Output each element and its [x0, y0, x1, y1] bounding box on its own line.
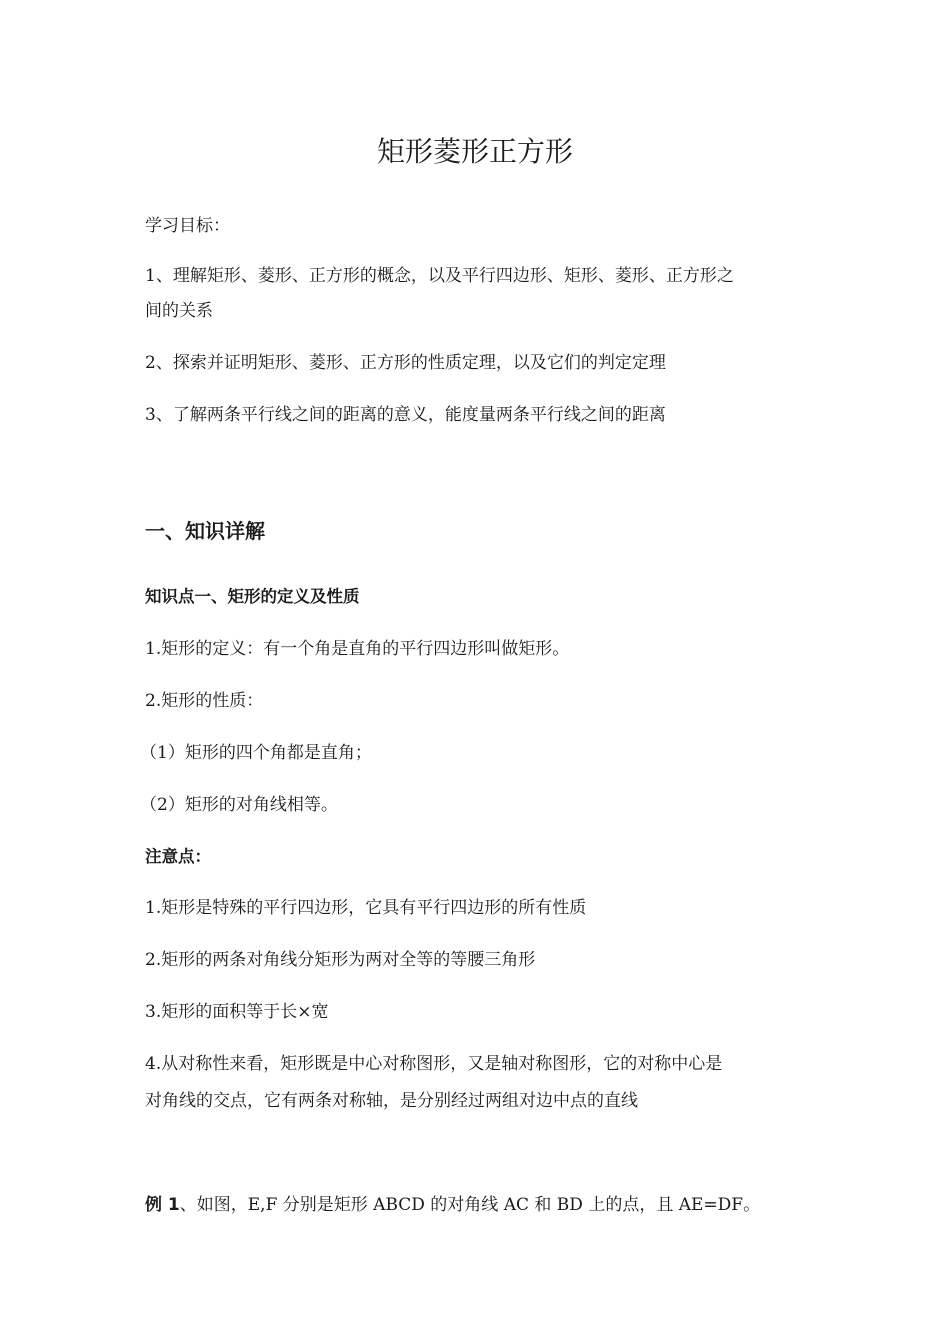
objective-1-line-2: 间的关系	[145, 301, 213, 321]
notes-heading: 注意点：	[145, 847, 211, 866]
properties-heading: 2.矩形的性质：	[145, 691, 264, 711]
note-4-line-2: 对角线的交点，它有两条对称轴，是分别经过两组对边中点的直线	[145, 1091, 638, 1111]
note-4-line-1: 4.从对称性来看，矩形既是中心对称图形，又是轴对称图形，它的对称中心是	[145, 1054, 723, 1074]
example-1-label: 例 1	[145, 1195, 180, 1215]
rectangle-definition: 1.矩形的定义：有一个角是直角的平行四边形叫做矩形。	[145, 639, 570, 659]
page-title: 矩形菱形正方形	[376, 135, 573, 168]
property-2: （2）矩形的对角线相等。	[140, 795, 338, 815]
note-1: 1.矩形是特殊的平行四边形，它具有平行四边形的所有性质	[145, 898, 587, 918]
objective-3: 3、了解两条平行线之间的距离的意义，能度量两条平行线之间的距离	[145, 405, 666, 425]
example-1-text: 、如图，E,F 分别是矩形 ABCD 的对角线 AC 和 BD 上的点，且 AE=DF。	[179, 1195, 761, 1215]
note-2: 2.矩形的两条对角线分矩形为两对全等的等腰三角形	[145, 950, 536, 970]
section-heading: 一、知识详解	[145, 519, 265, 543]
objective-1-line-1: 1、理解矩形、菱形、正方形的概念，以及平行四边形、矩形、菱形、正方形之	[145, 266, 734, 286]
note-3: 3.矩形的面积等于长×宽	[145, 1002, 329, 1022]
objective-2: 2、探索并证明矩形、菱形、正方形的性质定理，以及它们的判定定理	[145, 353, 666, 373]
example-1	[145, 1188, 820, 1222]
property-1: （1）矩形的四个角都是直角；	[140, 743, 372, 763]
knowledge-point-heading: 知识点一、矩形的定义及性质	[145, 587, 360, 606]
objectives-heading: 学习目标：	[145, 216, 230, 236]
